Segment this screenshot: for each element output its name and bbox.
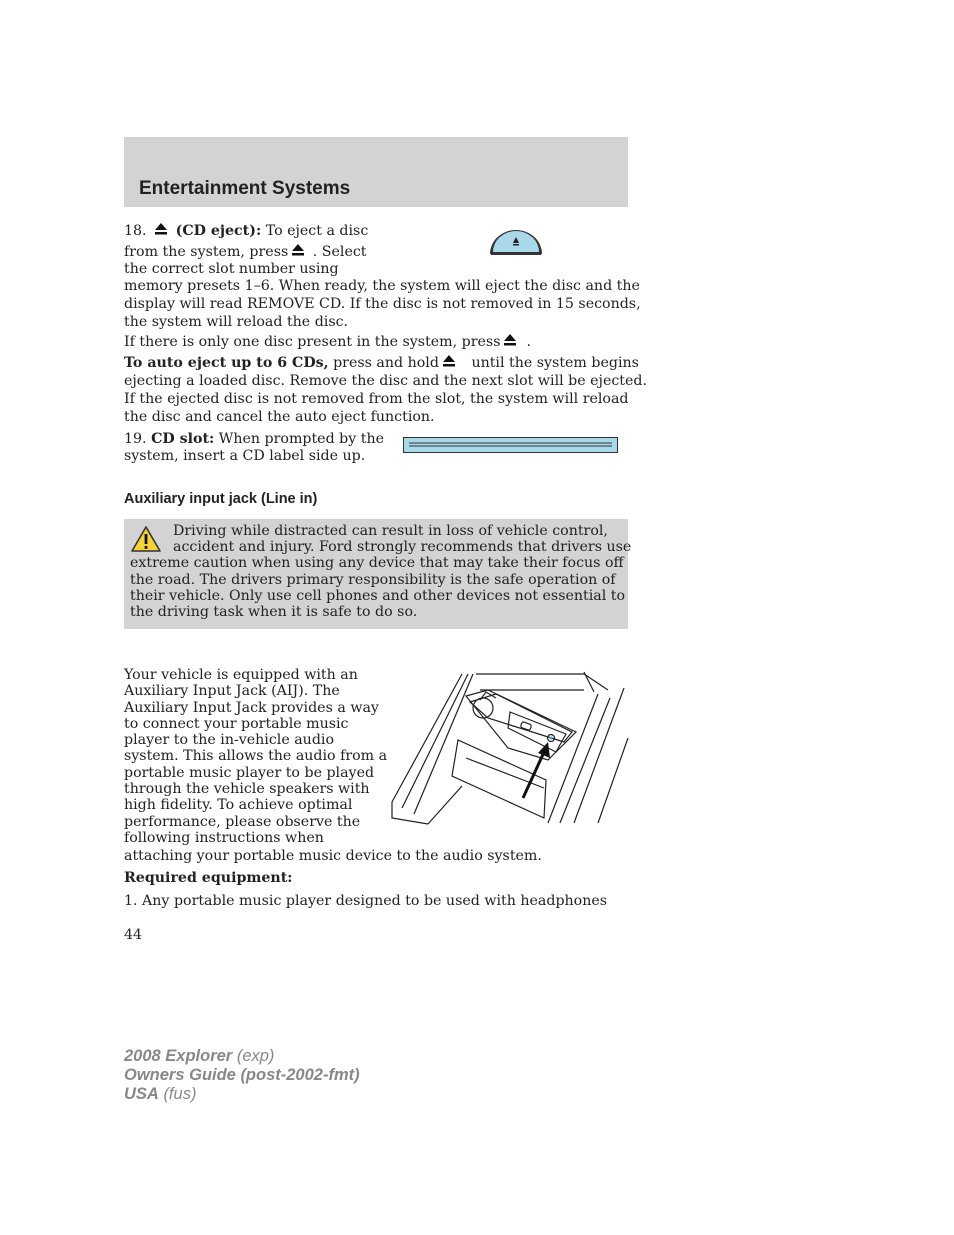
single-disc-line: If there is only one disc present in the system, press .: [124, 334, 531, 350]
warning-line-6: the driving task when it is safe to do so.: [130, 604, 418, 620]
cd-eject-line4: memory presets 1–6. When ready, the system will eject the disc and the: [124, 278, 640, 294]
warning-line-2: accident and injury. Ford strongly recommends that drivers use: [173, 539, 632, 555]
aux-jack-console-illustration: [388, 668, 630, 828]
eject-icon: [503, 333, 517, 347]
eject-button-illustration: [488, 228, 544, 256]
aux-body-line: performance, please observe the: [124, 813, 361, 830]
aux-body-line: Your vehicle is equipped with an: [124, 667, 358, 683]
warning-icon: [130, 525, 162, 553]
cd-slot-illustration: [403, 437, 618, 453]
cd-slot-line2: system, insert a CD label side up.: [124, 448, 366, 464]
page-number: 44: [124, 927, 143, 943]
aux-body-line: through the vehicle speakers with: [124, 781, 370, 798]
auto-eject-line3: If the ejected disc is not removed from the slot, the system will reload: [124, 391, 629, 407]
required-item-1: 1. Any portable music player designed to be used with headphones: [124, 893, 608, 909]
eject-icon: [442, 354, 456, 368]
cd-eject-line2: from the system, press . Select: [124, 244, 367, 260]
warning-line-5: their vehicle. Only use cell phones and other devices not essential to: [130, 588, 626, 604]
cd-eject-line5: display will read REMOVE CD. If the disc is not removed in 15 seconds,: [124, 296, 641, 312]
aux-body-line: portable music player to be played: [124, 764, 375, 781]
auto-eject-line1: To auto eject up to 6 CDs, press and hold until the system begins: [124, 355, 639, 371]
cd-eject-line3: the correct slot number using: [124, 261, 339, 277]
footer-line-3: USA (fus): [124, 1085, 197, 1103]
aux-body-line: Auxiliary Input Jack (AIJ). The: [124, 683, 340, 700]
eject-icon: [154, 222, 168, 236]
section-title: Entertainment Systems: [139, 178, 351, 199]
aux-body-line: following instructions when: [124, 829, 324, 846]
auto-eject-line2: ejecting a loaded disc. Remove the disc and the next slot will be ejected.: [124, 373, 647, 389]
aux-body-line: player to the in-vehicle audio: [124, 732, 334, 749]
cd-slot-line1: 19. CD slot: When prompted by the: [124, 431, 385, 447]
warning-line-1: Driving while distracted can result in loss of vehicle control,: [173, 523, 608, 539]
aux-body: [124, 667, 387, 846]
aux-body-line: to connect your portable music: [124, 715, 349, 732]
auto-eject-line4: the disc and cancel the auto eject function.: [124, 409, 435, 425]
aux-body-last: attaching your portable music device to the audio system.: [124, 848, 542, 864]
cd-eject-line1: 18. (CD eject): To eject a disc: [124, 223, 369, 239]
cd-eject-line6: the system will reload the disc.: [124, 314, 349, 330]
footer-line-1: 2008 Explorer (exp): [124, 1047, 275, 1065]
footer-line-2: Owners Guide (post-2002-fmt): [124, 1066, 360, 1084]
aux-heading: Auxiliary input jack (Line in): [124, 491, 318, 507]
eject-icon: [291, 243, 305, 257]
warning-line-4: the road. The drivers primary responsibility is the safe operation of: [130, 572, 616, 588]
warning-line-3: extreme caution when using any device that may take their focus off: [130, 555, 624, 571]
required-heading: Required equipment:: [124, 870, 293, 886]
aux-body-line: high fidelity. To achieve optimal: [124, 797, 353, 814]
aux-body-line: system. This allows the audio from a: [124, 748, 388, 765]
aux-body-line: Auxiliary Input Jack provides a way: [124, 699, 379, 716]
